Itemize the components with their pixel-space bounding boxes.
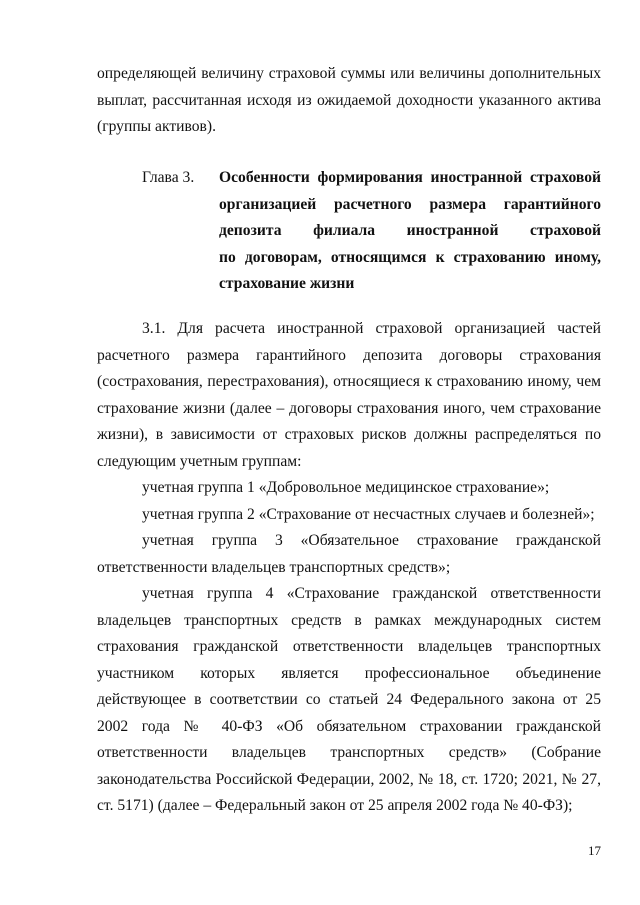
text-line: законодательства Российской Федерации, 2002, № 18, ст. 1720; 2021, № 27, [97,770,601,788]
chapter-title [219,165,601,298]
text-line: ответственности владельцев транспортных средств» (Собрание [97,744,601,761]
list-item: учетная группа 3 «Обязательное страхование гражданской [142,532,601,549]
text-line: 2002 года № 40-ФЗ «Об обязательном страховании гражданской [97,717,601,735]
text-line: участником которых является профессиональное объединение [97,664,601,682]
text-line: владельцев транспортных средств в рамках международных систем [97,611,601,629]
section-3-1-paragraph [97,316,601,820]
intro-paragraph [97,61,601,141]
text-line: жизни), в зависимости от страховых рисков должны распределяться по [97,426,601,443]
text-line: страхования гражданской ответственности владельцев транспортных [97,638,601,655]
text-line: страхование жизни (далее – договоры страхования иного, чем страхование [97,399,601,417]
text-line: (группы активов). [97,118,217,135]
list-item: учетная группа 1 «Добровольное медицинское страхование»; [142,479,550,496]
text-line: расчетного размера гарантийного депозита договоры страхования [97,346,601,364]
text-line: действующее в соответствии со статьей 24 Федерального закона от 25 [97,691,601,708]
text-line: 3.1. Для расчета иностранной страховой организацией частей [142,320,601,337]
chapter-title-line: депозита филиала иностранной страховой [219,222,601,239]
chapter-title-line: по договорам, относящимся к страхованию иному, [219,248,601,266]
chapter-title-line: Особенности формирования иностранной страховой [219,169,601,186]
list-item: учетная группа 4 «Страхование гражданской ответственности [142,585,601,602]
text-line: следующим учетным группам: [97,452,302,470]
text-line: выплат, рассчитанная исходя из ожидаемой доходности указанного актива [97,91,601,109]
text-line: ст. 5171) (далее – Федеральный закон от 25 апреля 2002 года № 40-ФЗ); [97,797,573,814]
chapter-title-line: страхование жизни [219,275,355,292]
page-number: 17 [588,843,601,858]
list-item: учетная группа 2 «Страхование от несчастных случаев и болезней»; [142,505,595,523]
text-line: определяющей величину страховой суммы или величины дополнительных [97,65,601,82]
text-line: ответственности владельцев транспортных средств»; [97,558,451,576]
chapter-label: Глава 3. [142,169,195,186]
text-line: (сострахования, перестрахования), относящиеся к страхованию иному, чем [97,373,601,390]
chapter-title-line: организацией расчетного размера гарантийного [219,195,601,213]
